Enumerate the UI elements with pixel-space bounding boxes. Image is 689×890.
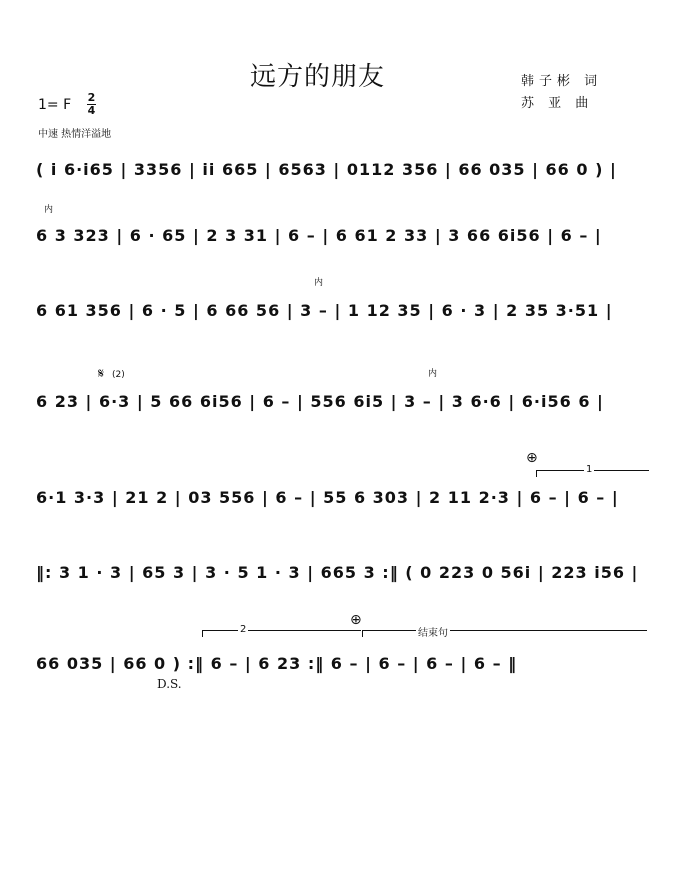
time-signature [87, 93, 96, 116]
composer-credit: 苏 亚 曲 [521, 96, 594, 111]
repeat-count-mark: (2) [112, 370, 125, 380]
notation-text: ( i 6·i65 | 3356 | ii 665 | 6563 | 0112 356 | 66 035 | 66 0 ) | [36, 160, 617, 179]
nei-marker: 内 [314, 278, 324, 288]
time-denominator: 4 [87, 104, 96, 117]
ending-bracket [362, 630, 647, 637]
notation-text: 6 3 323 | 6 · 65 | 2 3 31 | 6 – | 6 61 2 33 | 3 66 6i56 | 6 – | [36, 226, 602, 245]
notation-text: 6·1 3·3 | 21 2 | 03 556 | 6 – | 55 6 303 | 2 11 2·3 | 6 – | 6 – | [36, 488, 619, 507]
notation-line-7 [36, 612, 654, 686]
segno-sign: 𝄋 [98, 366, 105, 382]
time-numerator: 2 [87, 91, 96, 104]
nei-marker: 内 [428, 369, 438, 379]
notation-text: 6 23 | 6·3 | 5 66 6i56 | 6 – | 556 6i5 | 3 – | 3 6·6 | 6·i56 6 | [36, 392, 604, 411]
notation-line-2 [36, 205, 654, 258]
dal-segno-mark: D.S. [157, 677, 182, 691]
notation-line-4 [36, 366, 654, 424]
notation-line-5 [36, 450, 654, 520]
notation-text: 66 035 | 66 0 ) :‖ 6 – | 6 23 :‖ 6 – | 6 – | 6 – | 6 – ‖ [36, 654, 518, 673]
volta-label-2: 2 [240, 624, 247, 635]
ending-label: 结束句 [416, 624, 450, 639]
key-signature: 1= F [38, 97, 72, 113]
lyricist-credit: 韩子彬 词 [521, 74, 603, 89]
notation-line-6 [36, 555, 654, 595]
notation-line-1 [36, 152, 654, 192]
notation-text: ‖: 3 1 · 3 | 65 3 | 3 · 5 1 · 3 | 665 3 :‖ ( 0 223 0 56i | 223 i56 | [36, 563, 639, 582]
coda-sign: ⊕ [350, 612, 362, 628]
coda-sign: ⊕ [526, 450, 538, 466]
volta-label-1: 1 [586, 464, 593, 475]
nei-marker: 内 [44, 205, 54, 215]
notation-line-3 [36, 278, 654, 333]
notation-text: 6 61 356 | 6 · 5 | 6 66 56 | 3 – | 1 12 35 | 6 · 3 | 2 35 3·51 | [36, 301, 613, 320]
volta-bracket-2 [202, 630, 361, 637]
tempo-marking: 中速 热情洋溢地 [38, 129, 112, 140]
song-title: 远方的朋友 [250, 62, 386, 92]
